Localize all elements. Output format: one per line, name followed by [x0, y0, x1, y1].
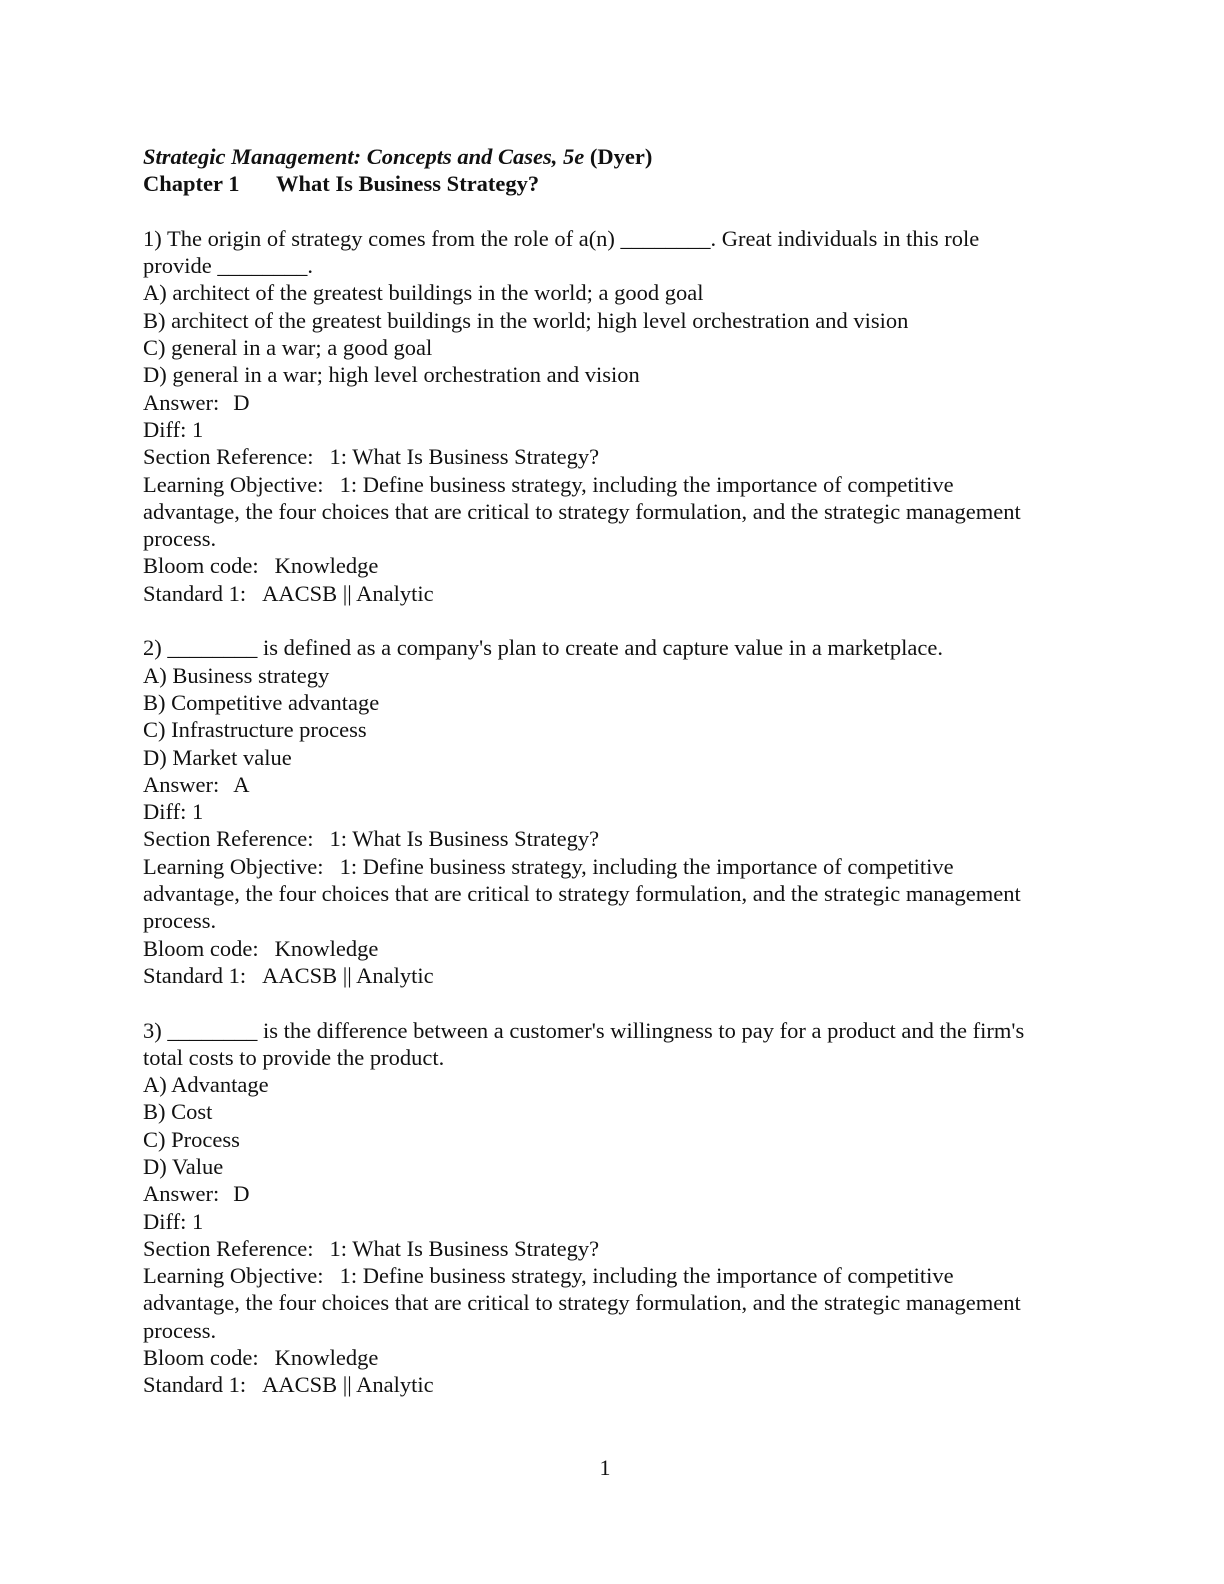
learning-objective-row [143, 471, 1043, 553]
question-stem: 3) ________ is the difference between a customer's willingness to pay for a product and the firm's total costs to provide the product. [143, 1017, 1030, 1070]
option-d: D) Market value [143, 744, 292, 770]
bloom-code-label: Bloom code: [143, 553, 259, 579]
document-title [143, 143, 1043, 170]
book-author: (Dyer) [589, 144, 653, 169]
answer-label: Answer: [143, 771, 220, 797]
section-reference-row [143, 825, 1043, 852]
answer-label: Answer: [143, 1181, 220, 1207]
learning-objective-label: Learning Objective: [143, 1263, 324, 1289]
chapter-heading [143, 170, 1043, 197]
learning-objective-value: 1: Define business strategy, including the importance of competitive advantage, the four choices that are critical to strategy formulation, and the strategic management process. [143, 1263, 1027, 1343]
standard-label: Standard 1: [143, 962, 247, 988]
section-reference-label: Section Reference: [143, 826, 314, 852]
question-3 [143, 1017, 1043, 1399]
option-a: A) Business strategy [143, 662, 330, 688]
standard-label: Standard 1: [143, 1372, 247, 1398]
section-reference-value: 1: What Is Business Strategy? [329, 1235, 600, 1261]
section-reference-value: 1: What Is Business Strategy? [329, 444, 600, 470]
option-c: C) general in a war; a good goal [143, 335, 433, 361]
option-b: B) Cost [143, 1099, 213, 1125]
question-stem: 2) ________ is defined as a company's plan to create and capture value in a marketplace. [143, 635, 943, 661]
diff-value: 1 [191, 799, 204, 825]
diff-row [143, 798, 1043, 825]
chapter-number: Chapter 1 [143, 171, 240, 197]
learning-objective-label: Learning Objective: [143, 853, 324, 879]
section-reference-label: Section Reference: [143, 1235, 314, 1261]
answer-value: A [233, 771, 250, 797]
diff-value: 1 [191, 416, 204, 442]
document-page [143, 143, 1043, 1399]
diff-label: Diff: [143, 1208, 187, 1234]
bloom-code-value: Knowledge [274, 935, 379, 961]
bloom-code-label: Bloom code: [143, 935, 259, 961]
section-reference-label: Section Reference: [143, 444, 314, 470]
section-reference-row [143, 1235, 1043, 1262]
standard-row [143, 580, 1043, 607]
question-1 [143, 225, 1043, 607]
question-stem: 1) The origin of strategy comes from the role of a(n) ________. Great individuals in this role provide ________. [143, 225, 985, 279]
option-c: C) Infrastructure process [143, 717, 367, 743]
option-b: B) architect of the greatest buildings in the world; high level orchestration and vision [143, 307, 909, 333]
option-d: D) general in a war; high level orchestration and vision [143, 362, 640, 388]
standard-row [143, 962, 1043, 989]
learning-objective-value: 1: Define business strategy, including the importance of competitive advantage, the four choices that are critical to strategy formulation, and the strategic management process. [143, 853, 1027, 934]
diff-value: 1 [191, 1208, 204, 1234]
diff-row [143, 416, 1043, 443]
option-a: A) Advantage [143, 1072, 269, 1098]
learning-objective-value: 1: Define business strategy, including the importance of competitive advantage, the four choices that are critical to strategy formulation, and the strategic management process. [143, 471, 1027, 552]
answer-row [143, 1180, 1043, 1207]
chapter-title: What Is Business Strategy? [276, 171, 540, 197]
answer-value: D [233, 1181, 250, 1207]
bloom-code-value: Knowledge [274, 553, 379, 579]
standard-row [143, 1371, 1043, 1398]
book-title: Strategic Management: Concepts and Cases, 5e [143, 144, 585, 169]
option-a: A) architect of the greatest buildings in the world; a good goal [143, 280, 704, 306]
bloom-code-row [143, 935, 1043, 962]
standard-value: AACSB || Analytic [262, 1372, 434, 1398]
answer-row [143, 389, 1043, 416]
standard-value: AACSB || Analytic [262, 962, 434, 988]
diff-label: Diff: [143, 416, 187, 442]
bloom-code-row [143, 552, 1043, 579]
option-b: B) Competitive advantage [143, 689, 380, 715]
bloom-code-value: Knowledge [274, 1345, 379, 1371]
section-reference-value: 1: What Is Business Strategy? [329, 826, 600, 852]
diff-row [143, 1208, 1043, 1235]
learning-objective-label: Learning Objective: [143, 471, 324, 497]
bloom-code-row [143, 1344, 1043, 1371]
question-2 [143, 634, 1043, 989]
page-number: 1 [599, 1455, 611, 1480]
standard-label: Standard 1: [143, 580, 247, 606]
bloom-code-label: Bloom code: [143, 1345, 259, 1371]
learning-objective-row [143, 853, 1043, 935]
diff-label: Diff: [143, 799, 187, 825]
standard-value: AACSB || Analytic [262, 580, 434, 606]
learning-objective-row [143, 1262, 1043, 1344]
option-c: C) Process [143, 1126, 240, 1152]
answer-value: D [233, 389, 250, 415]
section-reference-row [143, 443, 1043, 470]
option-d: D) Value [143, 1153, 224, 1179]
answer-label: Answer: [143, 389, 220, 415]
answer-row [143, 771, 1043, 798]
